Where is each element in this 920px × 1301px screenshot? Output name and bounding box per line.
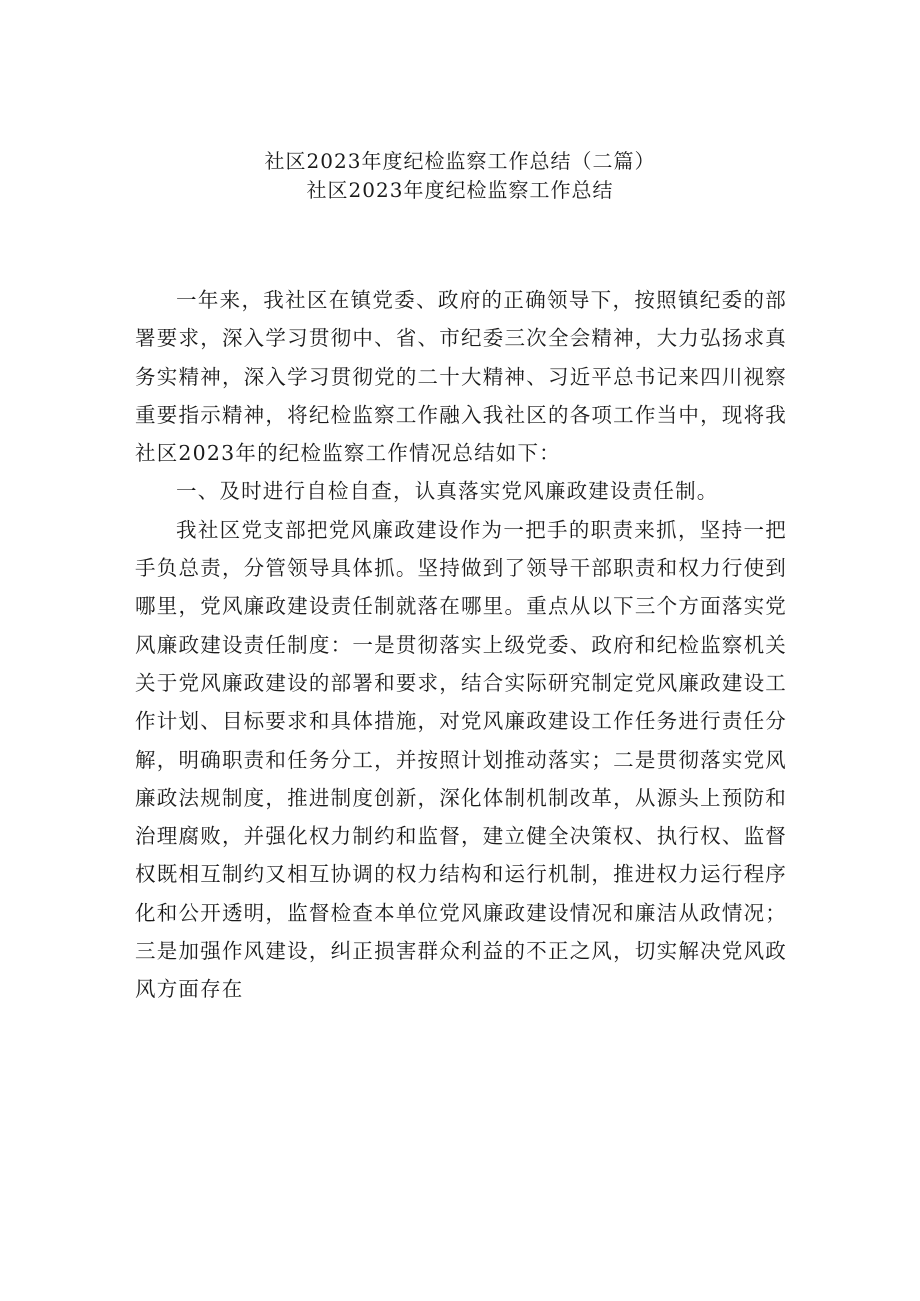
intro-paragraph: 一年来，我社区在镇党委、政府的正确领导下，按照镇纪委的部署要求，深入学习贯彻中、省、市纪委三次全会精神，大力弘扬求真务实精神，深入学习贯彻党的二十大精神、习近平总书记来四川视察重要指示精神，将纪检监察工作融入我社区的各项工作当中，现将我社区2023年的纪检监察工作情况总结如下： <box>135 288 787 466</box>
title-block <box>0 147 920 205</box>
section-heading-1: 一、及时进行自检自查，认真落实党风廉政建设责任制。 <box>176 479 719 504</box>
document-title: 社区2023年度纪检监察工作总结（二篇） <box>264 149 656 173</box>
document-body <box>135 281 787 1009</box>
section-1-paragraph: 我社区党支部把党风廉政建设作为一把手的职责来抓，坚持一把手负总责，分管领导具体抓。坚持做到了领导干部职责和权力行使到哪里，党风廉政建设责任制就落在哪里。重点从以下三个方面落实党风廉政建设责任制度：一是贯彻落实上级党委、政府和纪检监察机关关于党风廉政建设的部署和要求，结合实际研究制定党风廉政建设工作计划、目标要求和具体措施，对党风廉政建设工作任务进行责任分解，明确职责和任务分工，并按照计划推动落实；二是贯彻落实党风廉政法规制度，推进制度创新，深化体制机制改革，从源头上预防和治理腐败，并强化权力制约和监督，建立健全决策权、执行权、监督权既相互制约又相互协调的权力结构和运行机制，推进权力运行程序化和公开透明，监督检查本单位党风廉政建设情况和廉洁从政情况；三是加强作风建设，纠正损害群众利益的不正之风，切实解决党风政风方面存在 <box>135 517 787 1002</box>
document-subtitle: 社区2023年度纪检监察工作总结 <box>306 178 614 202</box>
